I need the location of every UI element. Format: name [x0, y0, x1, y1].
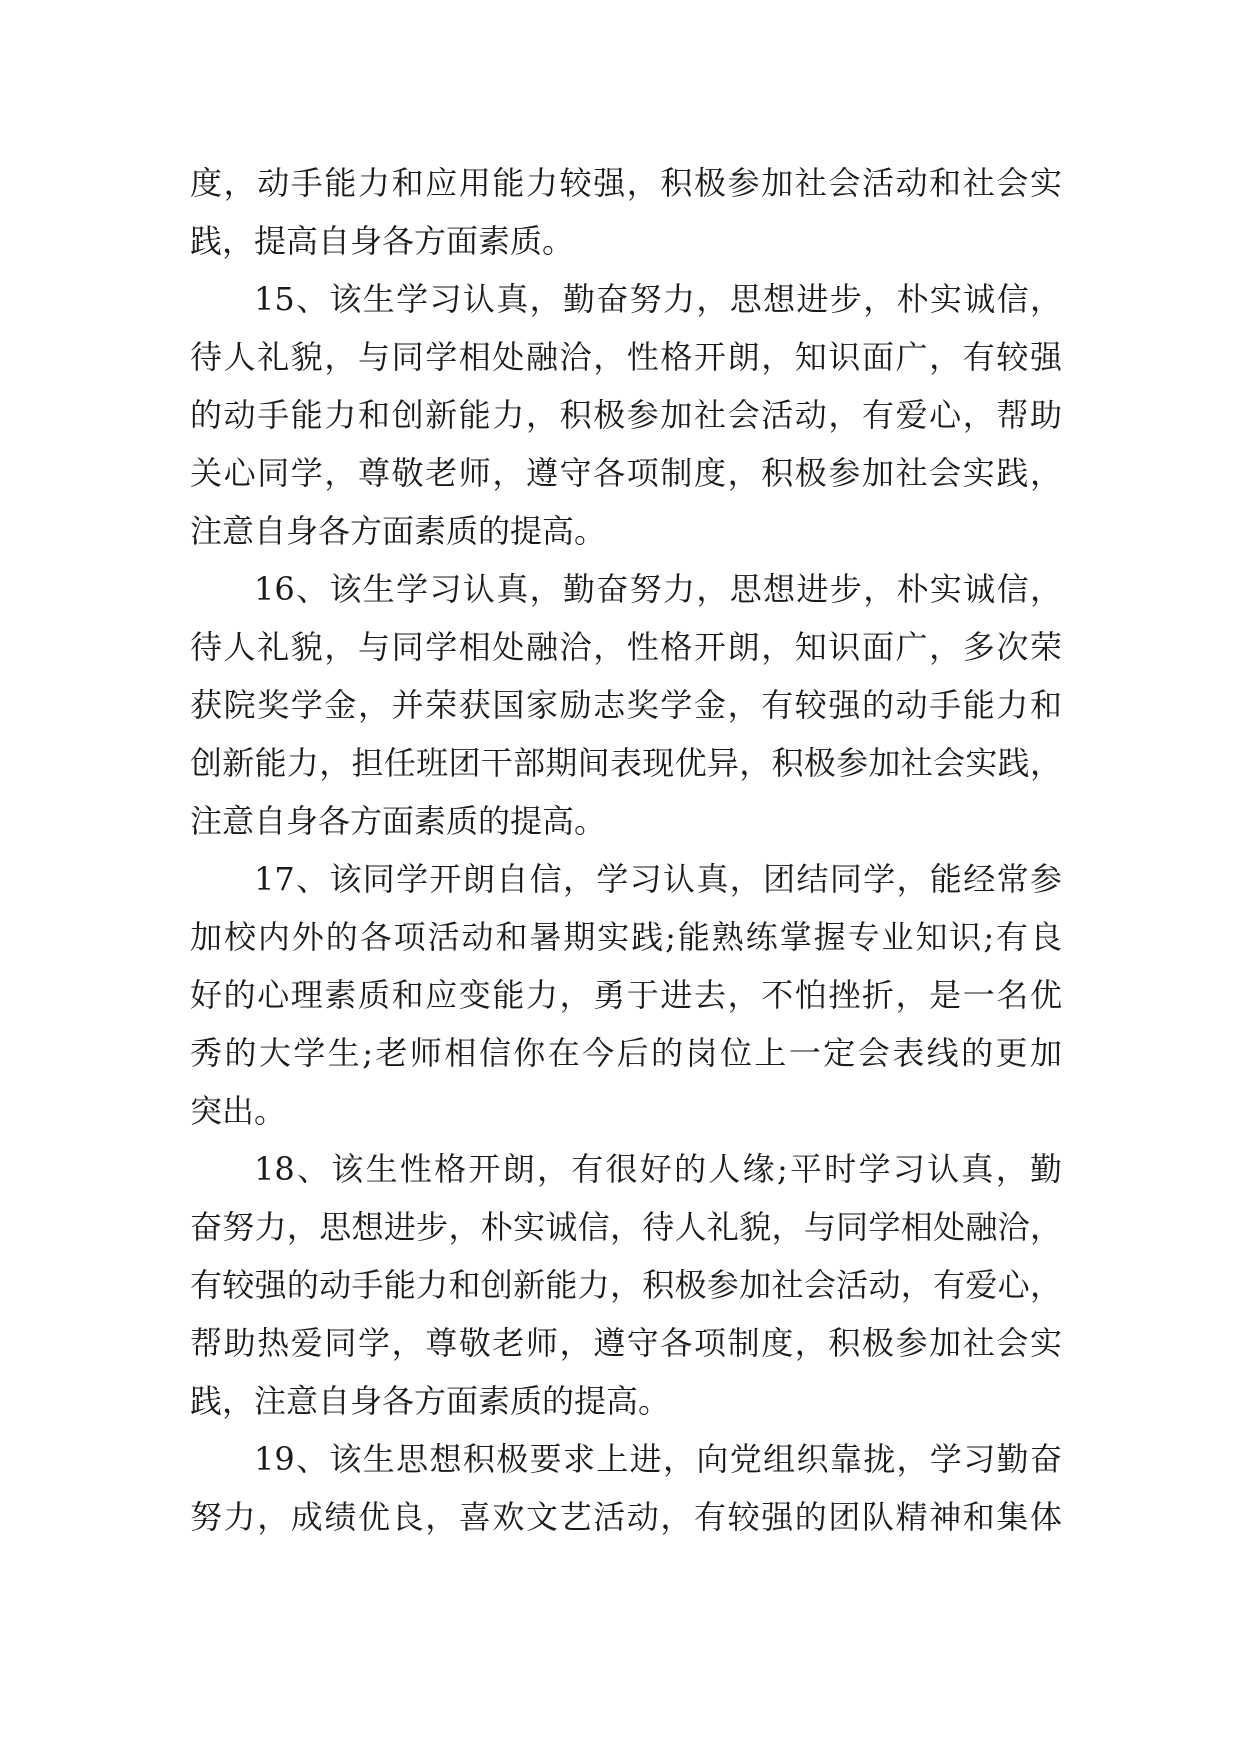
text-line: 奋努力，思想进步，朴实诚信，待人礼貌，与同学相处融洽，	[190, 1208, 1062, 1246]
text-line: 待人礼貌，与同学相处融洽，性格开朗，知识面广，有较强	[190, 338, 1062, 376]
document-body	[190, 154, 1062, 1546]
text-line: 待人礼貌，与同学相处融洽，性格开朗，知识面广，多次荣	[190, 628, 1062, 666]
text-line: 16、该生学习认真，勤奋努力，思想进步，朴实诚信，	[254, 570, 1062, 608]
text-line: 17、该同学开朗自信，学习认真，团结同学，能经常参	[254, 860, 1062, 898]
text-line: 获院奖学金，并荣获国家励志奖学金，有较强的动手能力和	[190, 686, 1062, 724]
text-line: 18、该生性格开朗，有很好的人缘;平时学习认真，勤	[254, 1150, 1062, 1188]
text-line: 好的心理素质和应变能力，勇于进去，不怕挫折，是一名优	[190, 976, 1062, 1014]
text-line: 践，提高自身各方面素质。	[190, 222, 575, 260]
text-line: 创新能力，担任班团干部期间表现优异，积极参加社会实践，	[190, 744, 1062, 782]
text-line: 注意自身各方面素质的提高。	[190, 512, 607, 550]
text-line: 度，动手能力和应用能力较强，积极参加社会活动和社会实	[190, 164, 1062, 202]
text-line: 有较强的动手能力和创新能力，积极参加社会活动，有爱心，	[190, 1266, 1062, 1304]
text-line: 19、该生思想积极要求上进，向党组织靠拢，学习勤奋	[254, 1440, 1062, 1478]
text-line: 践，注意自身各方面素质的提高。	[190, 1382, 671, 1420]
text-line: 注意自身各方面素质的提高。	[190, 802, 607, 840]
text-line: 加校内外的各项活动和暑期实践;能熟练掌握专业知识;有良	[190, 918, 1062, 956]
text-line: 秀的大学生;老师相信你在今后的岗位上一定会表线的更加	[190, 1034, 1062, 1072]
text-line: 15、该生学习认真，勤奋努力，思想进步，朴实诚信，	[254, 280, 1062, 318]
text-line: 努力，成绩优良，喜欢文艺活动，有较强的团队精神和集体	[190, 1498, 1062, 1536]
text-line: 关心同学，尊敬老师，遵守各项制度，积极参加社会实践，	[190, 454, 1062, 492]
text-line: 的动手能力和创新能力，积极参加社会活动，有爱心，帮助	[190, 396, 1062, 434]
text-line: 突出。	[190, 1092, 287, 1130]
text-line: 帮助热爱同学，尊敬老师，遵守各项制度，积极参加社会实	[190, 1324, 1062, 1362]
